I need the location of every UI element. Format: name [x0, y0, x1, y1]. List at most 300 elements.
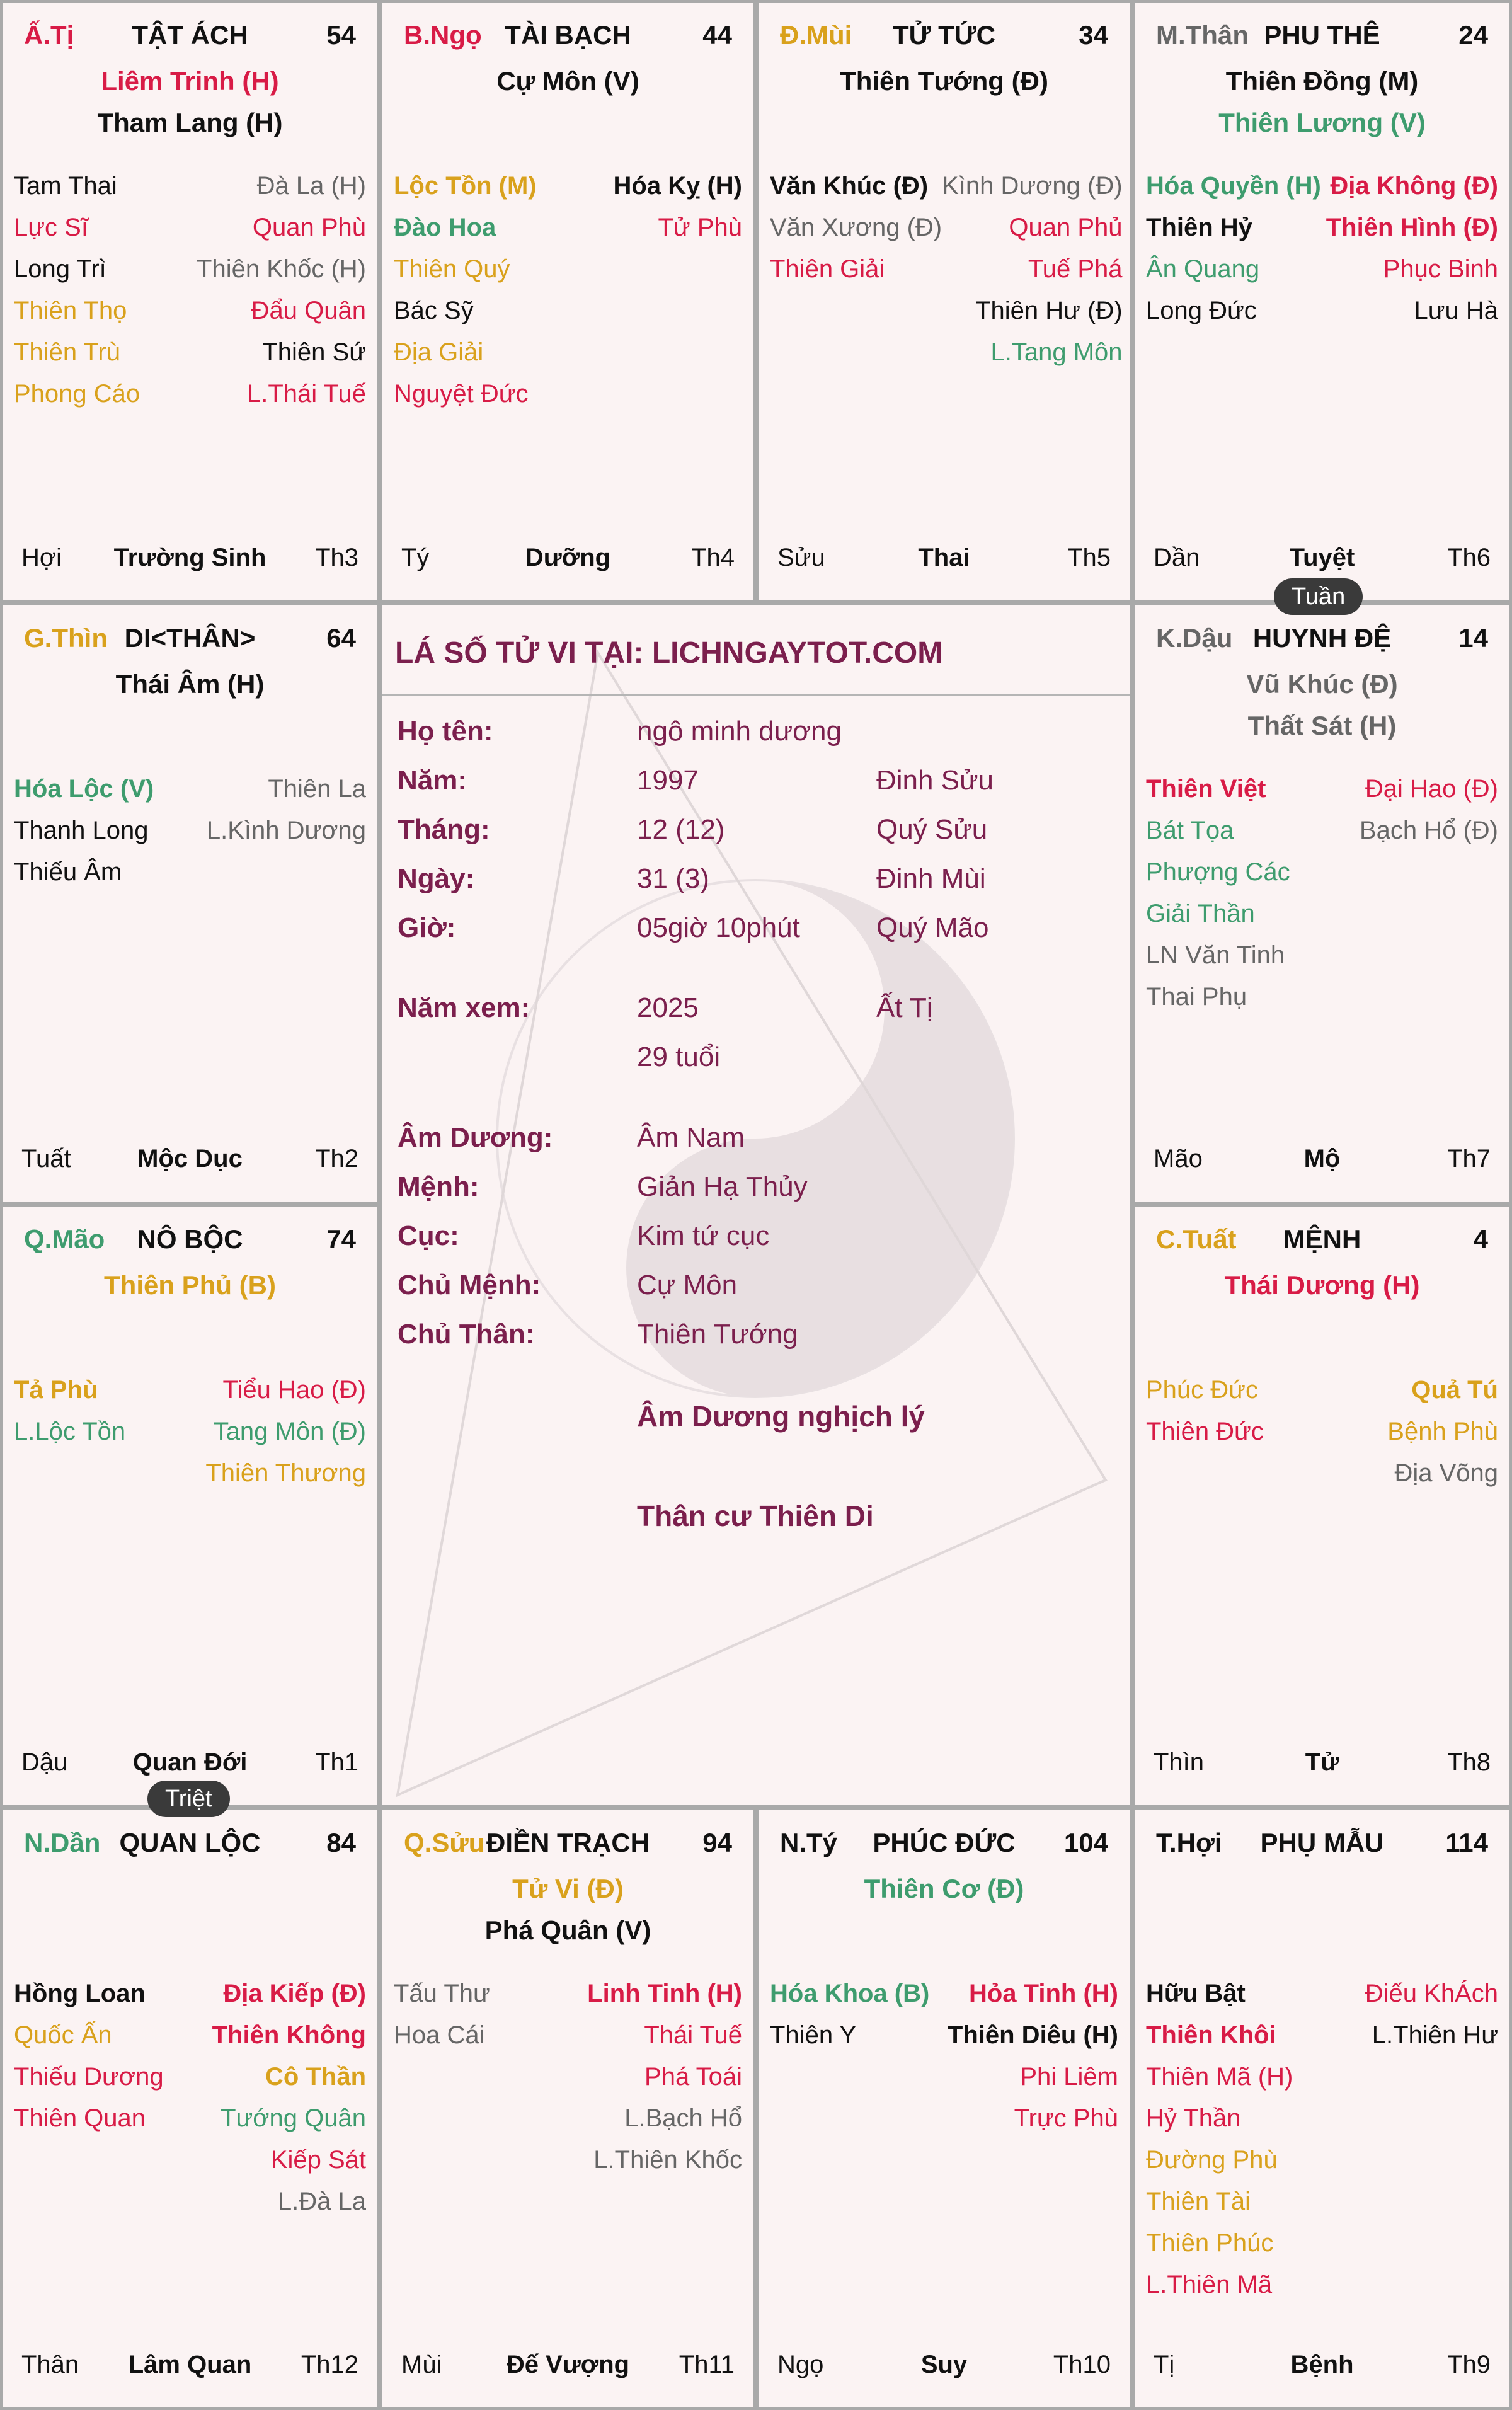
heavenly-stem-label: C.Tuất [1156, 1224, 1237, 1254]
earthly-branch: Thìn [1154, 1748, 1205, 1776]
palace-age: 54 [326, 20, 356, 50]
star-item: L.Bạch Hổ [624, 2104, 742, 2132]
star-item: L.Tang Môn [990, 338, 1123, 366]
left-star-column [1146, 1369, 1264, 1494]
heavenly-stem-label: T.Hợi [1156, 1828, 1222, 1857]
left-star-column [770, 165, 942, 373]
info-value: Cự Môn [637, 1270, 738, 1300]
star-item: Thiên Đức [1146, 1418, 1264, 1445]
palace-age: 44 [702, 20, 732, 50]
earthly-branch: Thân [21, 2351, 79, 2378]
info-label: Năm xem: [398, 992, 530, 1023]
star-item: Hóa Khoa (B) [770, 1980, 930, 2007]
life-stage: Thai [918, 544, 970, 571]
palace-footer [21, 1145, 358, 1179]
right-star-column [948, 1973, 1118, 2139]
right-star-column [212, 1973, 366, 2222]
earthly-branch: Mùi [401, 2351, 442, 2378]
palace-name: DI<THÂN> [124, 623, 256, 653]
palace-cell [380, 0, 756, 603]
life-stage: Mộc Dục [137, 1145, 243, 1173]
star-item: Thiên Quan [14, 2104, 146, 2132]
info-value: 05giờ 10phút [637, 912, 800, 943]
earthly-branch: Dần [1154, 544, 1200, 571]
palace-header [398, 1828, 738, 1863]
palace-footer [401, 544, 735, 578]
star-item: Tả Phù [14, 1376, 98, 1404]
star-item: Địa Võng [1394, 1459, 1498, 1487]
minor-stars [14, 1369, 366, 1494]
star-item: L.Thiên Khốc [593, 2146, 742, 2174]
star-item: Tang Môn (Đ) [213, 1418, 366, 1445]
palace-header [1150, 20, 1494, 55]
palace-header [18, 20, 362, 55]
star-item: Cô Thần [265, 2063, 366, 2091]
star-item: Đại Hao (Đ) [1365, 775, 1498, 803]
heavenly-stem-label: N.Dần [24, 1828, 101, 1857]
star-item: Hóa Quyền (H) [1146, 172, 1321, 200]
palace-cell [1132, 1808, 1512, 2410]
info-row [398, 863, 1117, 907]
heavenly-stem-label: Q.Sửu [404, 1828, 485, 1857]
info-label: Mệnh: [398, 1171, 479, 1202]
star-item: Địa Giải [394, 338, 484, 366]
star-item: L.Đà La [277, 2188, 366, 2215]
life-stage: Tử [1305, 1748, 1339, 1776]
star-item: Thiếu Dương [14, 2063, 164, 2091]
heavenly-stem-label: Đ.Mùi [780, 20, 852, 50]
palace-age: 114 [1445, 1828, 1488, 1857]
minor-stars [14, 768, 366, 893]
star-item: Thiên La [268, 775, 366, 803]
right-star-column [1365, 1973, 1498, 2305]
right-star-column [1387, 1369, 1498, 1494]
left-star-column [14, 1369, 125, 1494]
star-item: Địa Không (Đ) [1330, 172, 1498, 200]
info-value: Âm Nam [637, 1122, 745, 1153]
main-star: Thái Âm (H) [115, 669, 265, 699]
major-period: Th7 [1447, 1145, 1491, 1173]
star-item: L.Thái Tuế [246, 380, 366, 408]
main-star: Phá Quân (V) [484, 1915, 651, 1945]
star-item: Kình Dương (Đ) [942, 172, 1123, 200]
earthly-branch: Dậu [21, 1748, 68, 1776]
life-stage: Tuyệt [1289, 544, 1355, 571]
main-star: Thiên Cơ (Đ) [864, 1874, 1024, 1903]
main-star: Liêm Trinh (H) [101, 66, 279, 96]
star-item: Tấu Thư [394, 1980, 490, 2007]
info-value: Kim tứ cục [637, 1220, 770, 1251]
major-period: Th11 [679, 2351, 735, 2378]
palace-header [1150, 1224, 1494, 1260]
right-star-column [205, 1369, 366, 1494]
star-item: Thiên Mã (H) [1146, 2063, 1293, 2091]
main-stars [382, 1868, 753, 1951]
star-item: Thanh Long [14, 817, 149, 844]
life-stage: Mộ [1303, 1145, 1341, 1173]
palace-age: 94 [702, 1828, 732, 1857]
info-label: Giờ: [398, 912, 456, 943]
heavenly-stem-label: G.Thìn [24, 623, 108, 653]
star-item: Phượng Các [1146, 858, 1290, 886]
palace-footer [21, 1748, 358, 1782]
palace-name: MỆNH [1283, 1224, 1361, 1254]
palace-name: PHU THÊ [1264, 20, 1380, 50]
major-period: Th2 [315, 1145, 358, 1173]
palace-name: ĐIỀN TRẠCH [486, 1828, 650, 1857]
star-item: Thiên Trù [14, 338, 120, 366]
minor-stars [1146, 1973, 1498, 2305]
star-item: Thiên Y [770, 2021, 857, 2049]
main-star: Tử Vi (Đ) [512, 1874, 624, 1903]
left-star-column [14, 165, 140, 415]
info-row [398, 1319, 1117, 1363]
star-item: Thiên Tài [1146, 2188, 1251, 2215]
palace-footer [1154, 2351, 1491, 2385]
star-item: Giải Thần [1146, 900, 1255, 927]
info-note: Thân cư Thiên Di [637, 1500, 874, 1532]
star-item: Hồng Loan [14, 1980, 146, 2007]
star-item: Thiên Quý [394, 255, 510, 283]
life-stage: Đế Vượng [506, 2351, 630, 2378]
life-stage: Dưỡng [525, 544, 611, 571]
info-value: 1997 [637, 765, 699, 796]
palace-header [398, 20, 738, 55]
info-row [398, 1270, 1117, 1314]
palace-cell [0, 1808, 380, 2410]
star-item: Long Đức [1146, 297, 1257, 324]
main-star: Thiên Đồng (M) [1225, 66, 1419, 96]
palace-age: 34 [1079, 20, 1108, 50]
minor-stars [770, 1973, 1118, 2139]
palace-age: 4 [1473, 1224, 1488, 1254]
main-stars [382, 60, 753, 102]
info-row [398, 1041, 1117, 1086]
earthly-branch: Ngọ [777, 2351, 824, 2378]
heavenly-stem-label: Ấ.Tị [24, 20, 74, 50]
star-item: Phúc Đức [1146, 1376, 1258, 1404]
palace-age: 64 [326, 623, 356, 653]
minor-stars [1146, 165, 1498, 331]
star-item: Lưu Hà [1414, 297, 1498, 324]
info-label: Chủ Thân: [398, 1319, 535, 1350]
main-stars [3, 60, 377, 144]
palace-footer [1154, 544, 1491, 578]
star-item: Thiên Giải [770, 255, 885, 283]
info-value: Thiên Tướng [637, 1319, 798, 1350]
palace-name: HUYNH ĐỆ [1252, 623, 1392, 653]
star-item: Thiên Khôi [1146, 2021, 1276, 2049]
earthly-branch: Mão [1154, 1145, 1203, 1173]
life-stage: Suy [920, 2351, 968, 2378]
palace-cell [0, 1204, 380, 1808]
star-item: Thiên Khốc (H) [197, 255, 366, 283]
main-stars [3, 663, 377, 705]
info-note: Âm Dương nghịch lý [637, 1400, 925, 1433]
heavenly-stem-label: K.Dậu [1156, 623, 1233, 653]
star-item: Quả Tú [1411, 1376, 1498, 1404]
major-period: Th1 [315, 1748, 358, 1776]
info-value: 31 (3) [637, 863, 709, 894]
star-item: Lực Sĩ [14, 214, 88, 241]
earthly-branch: Tý [401, 544, 430, 571]
major-period: Th4 [691, 544, 735, 571]
info-row [398, 912, 1117, 956]
minor-stars [394, 1973, 742, 2181]
palace-age: 104 [1063, 1828, 1108, 1857]
star-item: Bác Sỹ [394, 297, 474, 324]
info-row [398, 1171, 1117, 1215]
info-label: Tháng: [398, 814, 490, 845]
info-label: Âm Dương: [398, 1122, 553, 1153]
star-item: Đào Hoa [394, 214, 496, 241]
star-item: Quan Phù [252, 214, 366, 241]
major-period: Th9 [1447, 2351, 1491, 2378]
earthly-branch: Sửu [777, 544, 825, 571]
palace-cell [756, 1808, 1132, 2410]
star-item: Thai Phụ [1146, 983, 1247, 1011]
star-item: Đường Phù [1146, 2146, 1278, 2174]
palace-footer [21, 2351, 358, 2385]
main-stars [759, 60, 1130, 102]
star-item: Thiên Thọ [14, 297, 127, 324]
star-item: Linh Tinh (H) [587, 1980, 742, 2007]
star-item: Thiên Thương [205, 1459, 366, 1487]
info-value: 12 (12) [637, 814, 725, 845]
info-value: ngô minh dương [637, 716, 842, 747]
palace-header [1150, 1828, 1494, 1863]
star-item: Tử Phù [658, 214, 742, 241]
star-item: Tuế Phá [1028, 255, 1123, 283]
main-star: Thiên Tướng (Đ) [840, 66, 1048, 96]
triet-badge: Triệt [147, 1781, 230, 1817]
palace-footer [1154, 1145, 1491, 1179]
palace-name: QUAN LỘC [119, 1828, 261, 1857]
minor-stars [14, 1973, 366, 2222]
star-item: Hỏa Tinh (H) [968, 1980, 1118, 2007]
main-star: Thiên Lương (V) [1218, 108, 1426, 137]
star-item: Bát Tọa [1146, 817, 1234, 844]
left-star-column [394, 1973, 490, 2181]
palace-age: 24 [1458, 20, 1488, 50]
tuan-badge: Tuần [1274, 578, 1363, 615]
palace-age: 14 [1458, 623, 1488, 653]
palace-name: PHÚC ĐỨC [873, 1828, 1016, 1857]
minor-stars [770, 165, 1123, 373]
palace-cell [0, 603, 380, 1204]
info-row [398, 1220, 1117, 1265]
info-row [398, 1122, 1117, 1166]
palace-age: 74 [326, 1224, 356, 1254]
right-star-column [1360, 768, 1498, 1018]
palace-name: TỬ TỨC [893, 20, 995, 50]
major-period: Th10 [1053, 2351, 1111, 2378]
left-star-column [394, 165, 537, 415]
star-item: Hữu Bật [1146, 1980, 1246, 2007]
star-item: Quốc Ấn [14, 2021, 112, 2049]
life-stage: Bệnh [1290, 2351, 1354, 2378]
palace-footer [21, 544, 358, 578]
right-star-column [614, 165, 742, 415]
chart-info-center [380, 603, 1132, 1808]
palace-header [774, 20, 1114, 55]
right-star-column [942, 165, 1122, 373]
palace-cell [1132, 0, 1512, 603]
star-item: L.Thiên Mã [1146, 2271, 1273, 2298]
star-item: Phong Cáo [14, 380, 140, 408]
minor-stars [1146, 1369, 1498, 1494]
star-item: Trực Phù [1014, 2104, 1118, 2132]
minor-stars [1146, 768, 1498, 1018]
star-item: LN Văn Tinh [1146, 941, 1285, 969]
right-star-column [1326, 165, 1498, 331]
info-extra: Đinh Mùi [876, 863, 986, 894]
major-period: Th6 [1447, 544, 1491, 571]
left-star-column [1146, 768, 1290, 1018]
right-star-column [587, 1973, 742, 2181]
earthly-branch: Tị [1154, 2351, 1175, 2378]
star-item: L.Lộc Tồn [14, 1418, 126, 1445]
star-item: Thiên Hư (Đ) [975, 297, 1123, 324]
palace-header [18, 623, 362, 658]
main-star: Tham Lang (H) [97, 108, 283, 137]
main-stars [1135, 60, 1509, 144]
star-item: Hóa Lộc (V) [14, 775, 154, 803]
info-label: Cục: [398, 1220, 459, 1251]
info-label: Họ tên: [398, 716, 493, 747]
info-label: Ngày: [398, 863, 475, 894]
star-item: Bạch Hổ (Đ) [1359, 817, 1498, 844]
minor-stars [14, 165, 366, 415]
info-row [398, 992, 1117, 1036]
life-stage: Lâm Quan [128, 2351, 252, 2378]
info-label: Chủ Mệnh: [398, 1270, 541, 1300]
palace-footer [777, 2351, 1111, 2385]
left-star-column [1146, 165, 1321, 331]
star-item: Nguyệt Đức [394, 380, 529, 408]
star-item: Thiên Phúc [1146, 2229, 1274, 2257]
major-period: Th5 [1067, 544, 1111, 571]
info-extra: Quý Mão [876, 912, 989, 943]
main-star: Thiên Phủ (B) [104, 1270, 276, 1300]
left-star-column [14, 1973, 164, 2222]
main-star: Vũ Khúc (Đ) [1246, 669, 1398, 699]
major-period: Th8 [1447, 1748, 1491, 1776]
star-item: L.Thiên Hư [1372, 2021, 1498, 2049]
info-row [398, 814, 1117, 858]
star-item: Ân Quang [1146, 255, 1260, 283]
star-item: Thái Tuế [644, 2021, 742, 2049]
info-extra: Ất Tị [876, 992, 933, 1023]
major-period: Th3 [315, 544, 358, 571]
info-value: 2025 [637, 992, 699, 1023]
palace-age: 84 [326, 1828, 356, 1857]
star-item: Tướng Quân [220, 2104, 366, 2132]
chart-title: LÁ SỐ TỬ VI TẠI: LICHNGAYTOT.COM [395, 636, 943, 670]
star-item: Phục Binh [1383, 255, 1498, 283]
star-item: Điếu KhÁch [1365, 1980, 1498, 2007]
earthly-branch: Tuất [21, 1145, 71, 1173]
star-item: Đẩu Quân [251, 297, 366, 324]
main-stars [1135, 663, 1509, 747]
palace-cell [1132, 603, 1512, 1204]
minor-stars [394, 165, 742, 415]
info-extra: Đinh Sửu [876, 765, 994, 796]
star-item: Lộc Tồn (M) [394, 172, 537, 200]
palace-header [18, 1224, 362, 1260]
palace-header [18, 1828, 362, 1863]
main-star: Thất Sát (H) [1247, 711, 1397, 740]
heavenly-stem-label: M.Thân [1156, 20, 1249, 50]
life-stage: Quan Đới [132, 1748, 248, 1776]
star-item: Kiếp Sát [270, 2146, 366, 2174]
palace-name: PHỤ MẪU [1260, 1828, 1384, 1857]
right-star-column [197, 165, 366, 415]
main-stars [759, 1868, 1130, 1910]
info-value: 29 tuổi [637, 1041, 721, 1072]
major-period: Th12 [301, 2351, 358, 2378]
main-stars [3, 1265, 377, 1306]
star-item: Địa Kiếp (Đ) [223, 1980, 366, 2007]
palace-cell [380, 1808, 756, 2410]
info-value: Giản Hạ Thủy [637, 1171, 808, 1202]
heavenly-stem-label: Q.Mão [24, 1224, 105, 1254]
star-item: Hỷ Thần [1146, 2104, 1241, 2132]
star-item: Thiên Hình (Đ) [1326, 214, 1498, 241]
heavenly-stem-label: B.Ngọ [404, 20, 482, 50]
palace-name: TẬT ÁCH [132, 20, 248, 50]
palace-header [1150, 623, 1494, 658]
star-item: Thiên Không [212, 2021, 366, 2049]
star-item: L.Kình Dương [206, 817, 366, 844]
palace-name: NÔ BỘC [137, 1224, 243, 1254]
palace-header [774, 1828, 1114, 1863]
palace-cell [1132, 1204, 1512, 1808]
star-item: Thiên Hỷ [1146, 214, 1252, 241]
star-item: Phi Liêm [1020, 2063, 1118, 2091]
main-star: Thái Dương (H) [1224, 1270, 1420, 1300]
star-item: Thiếu Âm [14, 858, 122, 886]
title-divider [382, 694, 1130, 696]
star-item: Long Trì [14, 255, 106, 283]
life-stage: Trường Sinh [113, 544, 266, 571]
info-row [398, 765, 1117, 809]
palace-footer [401, 2351, 735, 2385]
star-item: Bệnh Phù [1387, 1418, 1498, 1445]
star-item: Văn Khúc (Đ) [770, 172, 929, 200]
palace-footer [1154, 1748, 1491, 1782]
star-item: Phá Toái [644, 2063, 742, 2091]
star-item: Hóa Kỵ (H) [613, 172, 742, 200]
star-item: Tam Thai [14, 172, 117, 200]
right-star-column [207, 768, 366, 893]
info-row [398, 716, 1117, 760]
palace-cell [756, 0, 1132, 603]
info-label: Năm: [398, 765, 467, 796]
main-stars [1135, 1265, 1509, 1306]
left-star-column [770, 1973, 929, 2139]
left-star-column [14, 768, 154, 893]
star-item: Thiên Sứ [262, 338, 366, 366]
star-item: Quan Phủ [1009, 214, 1123, 241]
star-item: Thiên Việt [1146, 775, 1266, 803]
star-item: Hoa Cái [394, 2021, 485, 2049]
star-item: Tiểu Hao (Đ) [222, 1376, 366, 1404]
earthly-branch: Hợi [21, 544, 62, 571]
heavenly-stem-label: N.Tý [780, 1828, 838, 1857]
star-item: Đà La (H) [256, 172, 366, 200]
palace-footer [777, 544, 1111, 578]
